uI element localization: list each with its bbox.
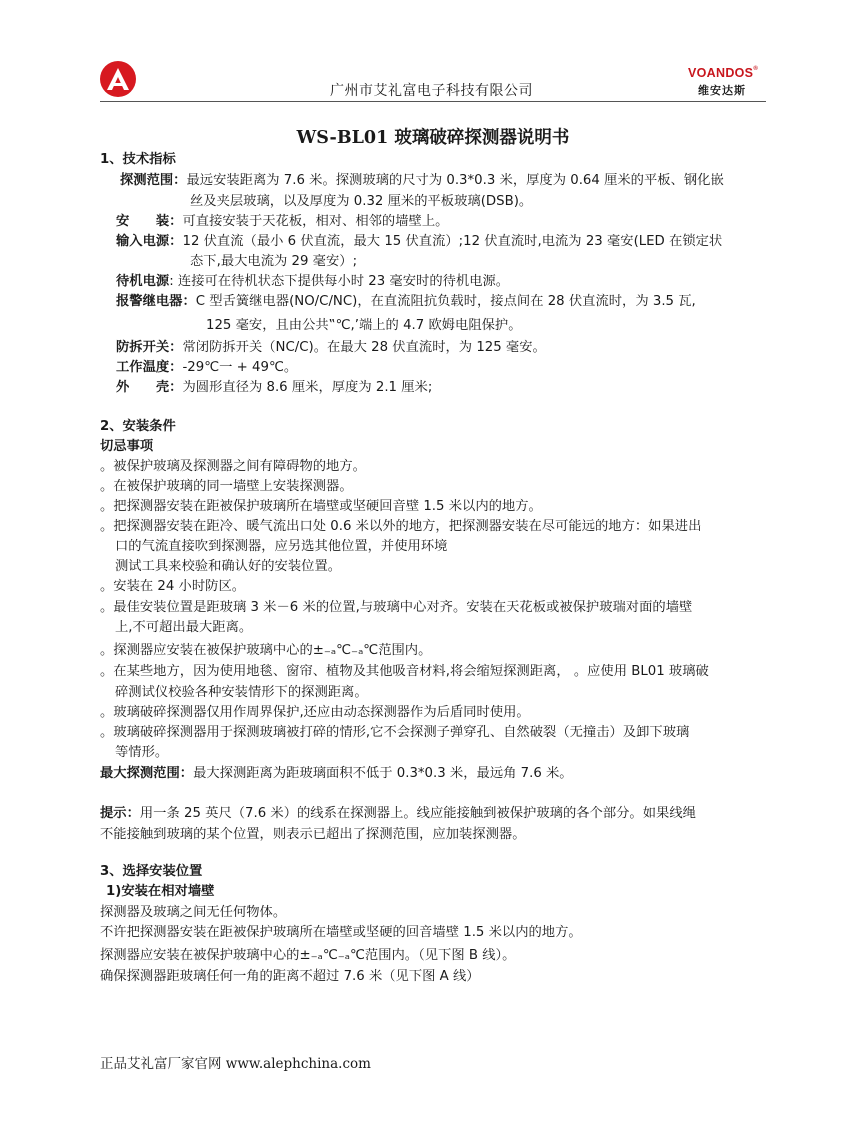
tip-paragraph-cont: 不能接触到玻璃的某个位置，则表示已超出了探测范围，应加装探测器。 (100, 827, 526, 842)
spec-install: 安 装：可直接安装于天花板，相对、相邻的墙壁上。 (116, 214, 449, 229)
list-item: 。在被保护玻璃的同一墙壁上安装探测器。 (100, 479, 353, 494)
spec-range-cont: 丝及夹层玻璃，以及厚度为 0.32 厘米的平板玻璃(DSB)。 (190, 194, 533, 209)
list-item: 。探测器应安装在被保护玻璃中心的±₋ₐ℃₋ₐ℃范围内。 (100, 643, 432, 658)
spec-temperature: 工作温度：-29℃一 + 49℃。 (116, 360, 298, 375)
list-item-cont: 碎测试仪校验各种安装情形下的探测距离。 (115, 685, 368, 700)
list-item-cont: 等情形。 (115, 745, 169, 760)
spec-range: 探测范围：最远安装距离为 7.6 米。探测玻璃的尺寸为 0.3*0.3 米，厚度为 0.64 厘米的平板、钢化嵌 (120, 173, 724, 188)
list-item: 。在某些地方，因为使用地毯、窗帘、植物及其他吸音材料,将会缩短探测距离， 。应使用 BL01 玻璃破 (100, 664, 709, 679)
brand-subtitle: 维安达斯 (698, 84, 746, 97)
logo-a-icon (98, 60, 138, 98)
company-name: 广州市艾礼富电子科技有限公司 (330, 83, 533, 99)
list-item: 。玻璃破碎探测器仅用作周界保护,还应由动态探测器作为后盾同时使用。 (100, 705, 530, 720)
section-1-heading: 1、技术指标 (100, 152, 176, 167)
paragraph-line: 不许把探测器安装在距被保护玻璃所在墙壁或坚硬的回音墙壁 1.5 米以内的地方。 (100, 925, 582, 940)
list-item: 。把探测器安装在距被保护玻璃所在墙壁或坚硬回音壁 1.5 米以内的地方。 (100, 499, 542, 514)
tip-paragraph: 提示：用一条 25 英尺（7.6 米）的线系在探测器上。线应能接触到被保护玻璃的各个部分。如果线绳 (100, 806, 696, 821)
max-detection-range: 最大探测范围：最大探测距离为距玻璃面积不低于 0.3*0.3 米，最远角 7.6 米。 (100, 766, 573, 781)
list-item-cont: 口的气流直接吹到探测器，应另选其他位置，并使用环境 (115, 539, 448, 554)
spec-power-cont: 态下,最大电流为 29 毫安）; (190, 254, 358, 269)
list-item: 。被保护玻璃及探测器之间有障碍物的地方。 (100, 459, 366, 474)
header-divider (100, 101, 766, 102)
section-2-heading: 2、安装条件 (100, 419, 176, 434)
brand-name: VOANDOS® (688, 66, 759, 80)
document-title: WS-BL01 玻璃破碎探测器说明书 (296, 128, 570, 148)
list-item: 。安装在 24 小时防区。 (100, 579, 246, 594)
spec-power: 输入电源：12 伏直流（最小 6 伏直流，最大 15 伏直流）;12 伏直流时,电流为 23 毫安(LED 在锁定状 (116, 234, 723, 249)
footer-website: 正品艾礼富厂家官网 www.alephchina.com (100, 1056, 371, 1072)
paragraph-line: 探测器及玻璃之间无任何物体。 (100, 905, 287, 920)
list-item: 。把探测器安装在距冷、暖气流出口处 0.6 米以外的地方，把探测器安装在尽可能远的地方：如果进出 (100, 519, 702, 534)
list-item-cont: 上,不可超出最大距离。 (115, 620, 253, 635)
list-item-cont: 测试工具来校验和确认好的安装位置。 (115, 559, 342, 574)
section-3-heading: 3、选择安装位置 (100, 864, 203, 879)
list-item: 。玻璃破碎探测器用于探测玻璃被打碎的情形,它不会探测子弹穿孔、自然破裂（无撞击）及卸下玻璃 (100, 725, 690, 740)
section-3-subheading: 1)安装在相对墙壁 (106, 884, 215, 899)
spec-standby: 待机电源: 连接可在待机状态下提供每小时 23 毫安时的待机电源。 (116, 274, 510, 289)
spec-tamper: 防拆开关：常闭防拆开关（NC/C)。在最大 28 伏直流时，为 125 毫安。 (116, 340, 546, 355)
spec-shell: 外 壳：为圆形直径为 8.6 厘米，厚度为 2.1 厘米; (116, 380, 433, 395)
paragraph-line: 探测器应安装在被保护玻璃中心的±₋ₐ℃₋ₐ℃范围内。（见下图 B 线）。 (100, 948, 516, 963)
spec-relay-cont: 125 毫安，且由公共‟℃,’端上的 4.7 欧姆电阻保护。 (206, 318, 522, 333)
list-item: 。最佳安装位置是距玻璃 3 米－6 米的位置,与玻璃中心对齐。安装在天花板或被保护玻瑞对面的墙壁 (100, 600, 693, 615)
company-logo (98, 60, 138, 98)
spec-relay: 报警继电器：C 型舌簧继电器(NO/C/NC)，在直流阻抗负载时，接点间在 28 伏直流时，为 3.5 瓦, (116, 294, 696, 309)
paragraph-line: 确保探测器距玻璃任何一角的距离不超过 7.6 米（见下图 A 线） (100, 969, 480, 984)
section-2-subheading: 切忌事项 (100, 439, 154, 454)
